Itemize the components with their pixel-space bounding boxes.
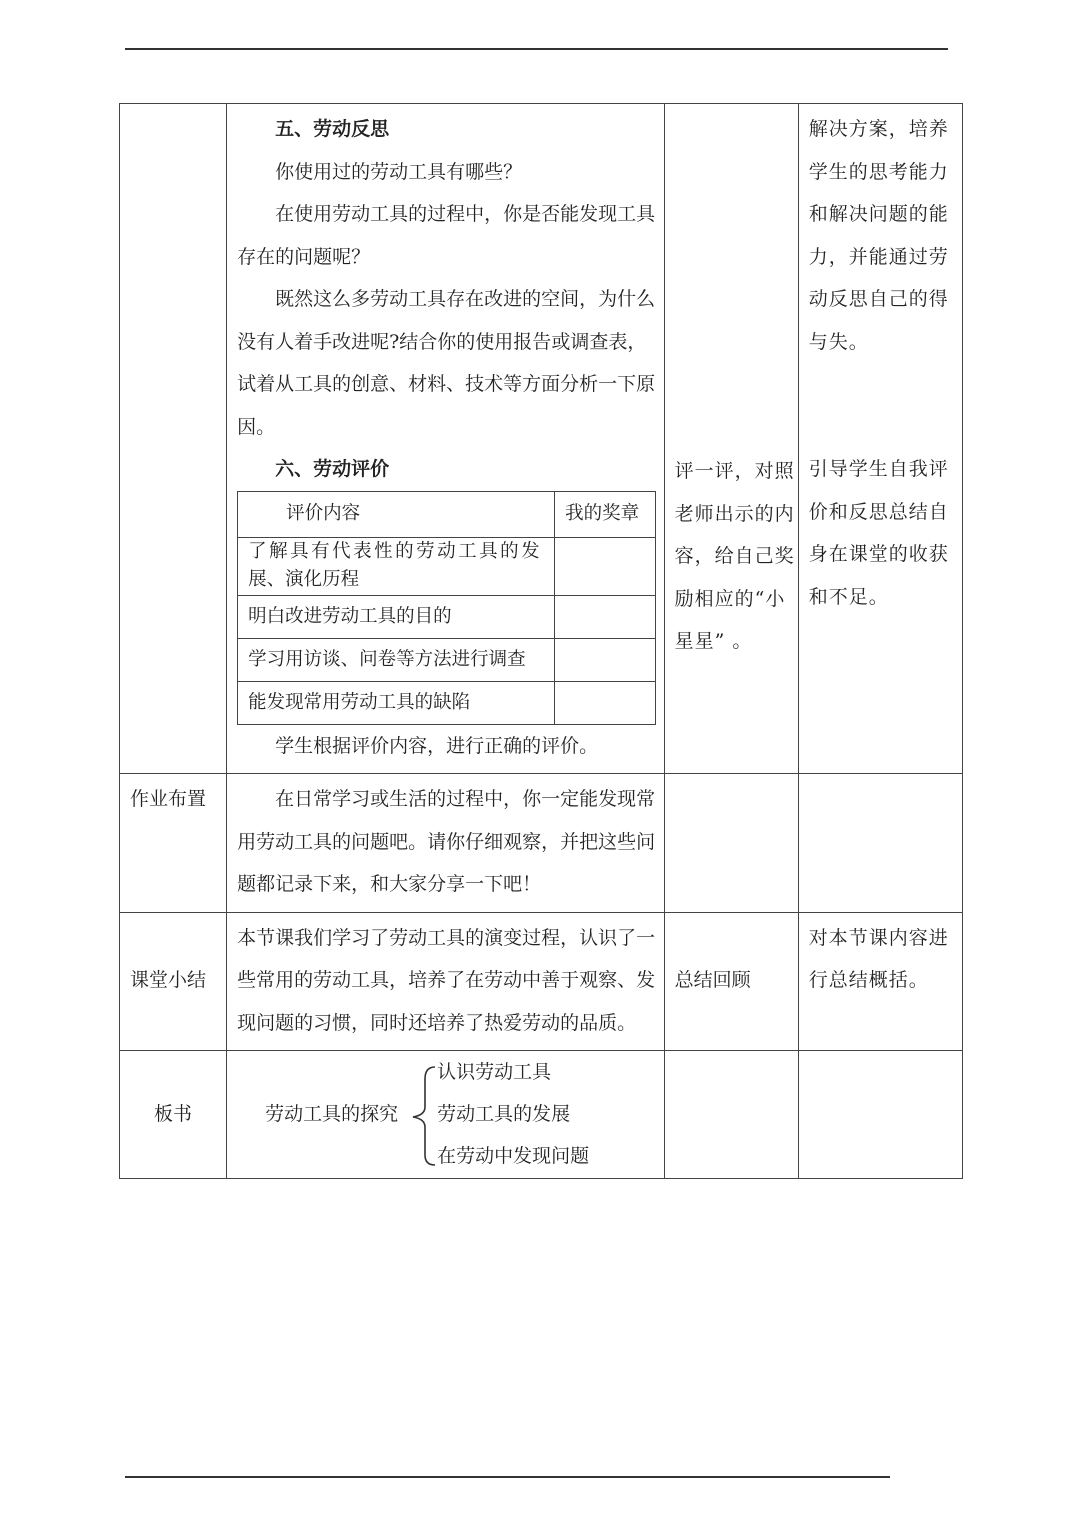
medal-cell[interactable]: [555, 681, 656, 724]
evaluation-item: [238, 537, 555, 595]
board-content-cell: [227, 1051, 665, 1179]
evaluation-table: [237, 491, 656, 725]
reflection-line: 你使用过的劳动工具有哪些？: [275, 160, 523, 183]
homework-label: 作业布置: [130, 788, 207, 810]
student-line: 励相应的“小: [674, 587, 786, 610]
board-diagram: [227, 1051, 664, 1177]
summary-student-cell: [664, 912, 798, 1051]
evaluation-item: 学习用访谈、问卷等方法进行调查: [238, 638, 555, 681]
medal-cell[interactable]: [555, 638, 656, 681]
reflection-line: 试着从工具的创意、材料、技术等方面分析一下原: [237, 373, 656, 395]
intent-line: 对本节课内容进: [808, 926, 949, 949]
evaluation-row: [238, 595, 656, 638]
evaluation-header-medal: 我的奖章: [555, 491, 656, 537]
reflection-line: 因。: [237, 415, 276, 438]
lesson-plan-table: [119, 103, 963, 1179]
summary-row: [120, 912, 963, 1051]
intent-line: 学生的思考能力: [808, 160, 949, 183]
evaluation-header-content: 评价内容: [238, 491, 555, 537]
homework-line: 在日常学习或生活的过程中，你一定能发现常: [275, 788, 656, 810]
board-item: 认识劳动工具: [437, 1061, 552, 1083]
evaluation-item-line: 展、演化历程: [248, 569, 360, 590]
intent-line: 与失。: [808, 330, 869, 353]
intent-line: 解决方案，培养: [808, 118, 949, 140]
homework-label-cell: [120, 774, 227, 913]
board-row: [120, 1051, 963, 1179]
board-root: 劳动工具的探究: [265, 1103, 399, 1125]
student-activity-cell: [664, 104, 798, 774]
summary-student: 总结回顾: [674, 969, 751, 991]
header-rule: [125, 48, 948, 50]
board-label: 板书: [154, 1103, 193, 1126]
student-line: 星星” 。: [674, 630, 753, 652]
board-intent-cell: [798, 1051, 962, 1179]
evaluation-row: [238, 537, 656, 595]
reflection-line: 没有人着手改进呢?结合你的使用报告或调查表，: [237, 330, 647, 353]
footer-rule: [125, 1476, 890, 1478]
evaluation-heading: 六、劳动评价: [275, 458, 390, 480]
board-item: 在劳动中发现问题: [437, 1145, 590, 1167]
summary-line: 些常用的劳动工具，培养了在劳动中善于观察、发: [237, 969, 656, 991]
summary-label: 课堂小结: [130, 969, 207, 991]
reflection-line: 存在的问题呢？: [237, 245, 371, 268]
intent-line: 引导学生自我评: [808, 458, 949, 480]
homework-line: 用劳动工具的问题吧。请你仔细观察，并把这些问: [237, 830, 656, 853]
board-student-cell: [664, 1051, 798, 1179]
intent-line: 和解决问题的能: [808, 203, 949, 225]
summary-content-cell: [227, 912, 665, 1051]
intent-line: 价和反思总结自: [808, 500, 949, 523]
evaluation-row: [238, 638, 656, 681]
intent-line: 力，并能通过劳: [808, 245, 949, 268]
reflection-heading: 五、劳动反思: [275, 118, 390, 140]
evaluation-header-row: [238, 491, 656, 537]
intent-line: 和不足。: [808, 585, 889, 608]
student-line: 评一评，对照: [674, 460, 795, 482]
summary-label-cell: [120, 912, 227, 1051]
homework-intent-cell: [798, 774, 962, 913]
homework-content-cell: [227, 774, 665, 913]
board-item: 劳动工具的发展: [437, 1103, 571, 1125]
reflection-line: 既然这么多劳动工具存在改进的空间，为什么: [275, 288, 656, 310]
stage-cell-empty: [120, 104, 227, 774]
evaluation-row: [238, 681, 656, 724]
medal-cell[interactable]: [555, 537, 656, 595]
homework-line: 题都记录下来，和大家分享一下吧！: [237, 873, 542, 895]
evaluation-item-line: 了解具有代表性的劳动工具的发: [248, 541, 543, 562]
intent-line: 身在课堂的收获: [808, 543, 949, 565]
intent-line: 行总结概括。: [808, 969, 929, 991]
design-intent-cell: [798, 104, 962, 774]
homework-student-cell: [664, 774, 798, 913]
evaluation-item: 明白改进劳动工具的目的: [238, 595, 555, 638]
activity-row: [120, 104, 963, 774]
evaluation-closing: 学生根据评价内容，进行正确的评价。: [275, 734, 599, 757]
activity-content-cell: [227, 104, 665, 774]
summary-line: 本节课我们学习了劳动工具的演变过程，认识了一: [237, 926, 656, 949]
evaluation-item: 能发现常用劳动工具的缺陷: [238, 681, 555, 724]
homework-row: [120, 774, 963, 913]
summary-line: 现问题的习惯，同时还培养了热爱劳动的品质。: [237, 1011, 637, 1034]
reflection-line: 在使用劳动工具的过程中，你是否能发现工具: [275, 203, 656, 225]
student-line: 老师出示的内: [674, 502, 795, 525]
medal-cell[interactable]: [555, 595, 656, 638]
board-label-cell: [120, 1051, 227, 1179]
intent-line: 动反思自己的得: [808, 288, 949, 310]
summary-intent-cell: [798, 912, 962, 1051]
student-line: 容，给自己奖: [674, 545, 795, 567]
